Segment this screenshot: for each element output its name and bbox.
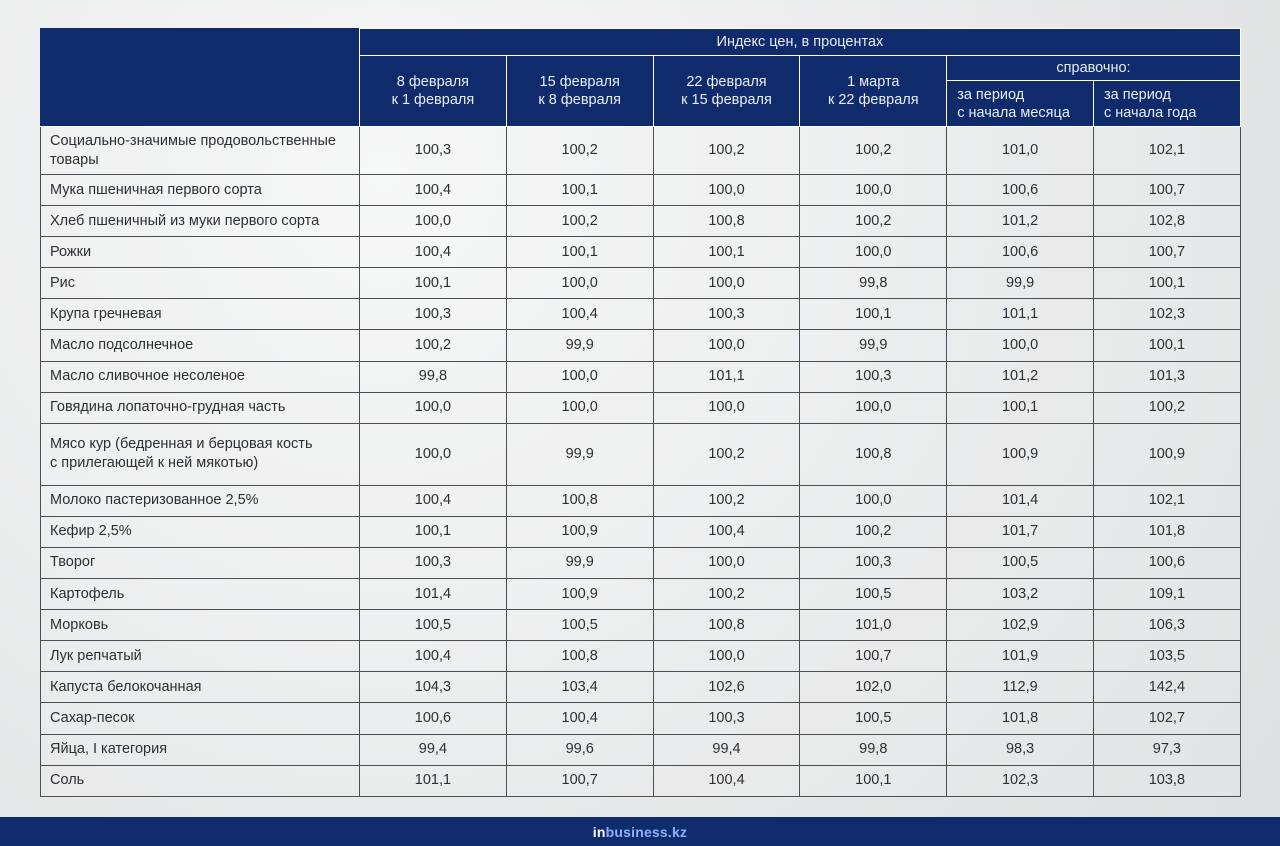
table-cell: 101,2 [947, 361, 1094, 392]
table-cell: 102,6 [653, 672, 800, 703]
col-header-4-line2: к 22 февраля [827, 92, 919, 108]
table-cell: 100,2 [653, 579, 800, 610]
col-header-2-line1: 15 февраля [539, 74, 620, 90]
col-header-5-line1: за период [957, 86, 1025, 103]
row-label-line: Сахар-песок [50, 709, 135, 726]
row-label [41, 423, 360, 485]
table-row [41, 175, 1241, 206]
table-cell: 102,0 [800, 672, 947, 703]
table-cell: 101,2 [947, 206, 1094, 237]
table-row [41, 127, 1241, 175]
row-label [41, 641, 360, 672]
table-cell: 101,1 [360, 765, 507, 796]
table-cell: 100,9 [506, 516, 653, 547]
table-body [41, 127, 1241, 797]
table-cell: 100,4 [360, 641, 507, 672]
table-cell: 100,1 [800, 299, 947, 330]
table-cell: 100,6 [1093, 547, 1240, 578]
table-cell: 101,4 [947, 485, 1094, 516]
table-cell: 100,2 [1093, 392, 1240, 423]
table-cell: 100,0 [800, 237, 947, 268]
row-label [41, 392, 360, 423]
table-cell: 101,1 [947, 299, 1094, 330]
row-label [41, 610, 360, 641]
table-cell: 100,0 [506, 361, 653, 392]
row-label [41, 547, 360, 578]
table-row [41, 485, 1241, 516]
table-cell: 100,2 [653, 127, 800, 175]
table-cell: 100,5 [800, 579, 947, 610]
row-label [41, 734, 360, 765]
table-cell: 106,3 [1093, 610, 1240, 641]
corner-header [41, 29, 360, 127]
table-cell: 100,1 [1093, 268, 1240, 299]
table-cell: 102,3 [947, 765, 1094, 796]
table-cell: 100,5 [360, 610, 507, 641]
table-cell: 99,8 [800, 734, 947, 765]
col-header-4-line1: 1 марта [847, 74, 900, 90]
table-row [41, 268, 1241, 299]
table-cell: 101,3 [1093, 361, 1240, 392]
logo-prefix: in [592, 823, 606, 840]
table-cell: 100,0 [653, 641, 800, 672]
table-row [41, 641, 1241, 672]
row-label-line: Капуста белокочанная [50, 678, 202, 695]
table-row [41, 672, 1241, 703]
reference-title: справочно: [947, 56, 1241, 81]
table-cell: 100,7 [1093, 237, 1240, 268]
table-cell: 100,9 [1093, 423, 1240, 485]
row-label-line: Кефир 2,5% [50, 523, 132, 540]
row-label-line: Хлеб пшеничный из муки первого сорта [50, 212, 320, 229]
row-label-line: Масло подсолнечное [50, 337, 194, 354]
row-label-line: Творог [50, 554, 96, 571]
row-label-line: Молоко пастеризованное 2,5% [50, 492, 259, 509]
table-cell: 100,5 [506, 610, 653, 641]
table-cell: 99,4 [653, 734, 800, 765]
row-label-line: Масло сливочное несоленое [50, 368, 245, 385]
table-cell: 99,9 [800, 330, 947, 361]
table-cell: 100,4 [360, 175, 507, 206]
row-label [41, 175, 360, 206]
table-cell: 101,0 [947, 127, 1094, 175]
table-cell: 100,0 [506, 268, 653, 299]
col-header-4 [800, 56, 947, 127]
row-label-line: с прилегающей к ней мякотью) [50, 455, 259, 472]
table-cell: 100,1 [800, 765, 947, 796]
table-row [41, 579, 1241, 610]
row-label-line: Рис [50, 274, 76, 291]
row-label [41, 765, 360, 796]
table-cell: 102,1 [1093, 485, 1240, 516]
table-cell: 102,8 [1093, 206, 1240, 237]
row-label [41, 237, 360, 268]
table-cell: 109,1 [1093, 579, 1240, 610]
row-label [41, 127, 360, 175]
table-cell: 100,1 [1093, 330, 1240, 361]
table-cell: 100,0 [360, 423, 507, 485]
table-cell: 100,8 [800, 423, 947, 485]
row-label [41, 672, 360, 703]
table-row [41, 516, 1241, 547]
table-cell: 99,9 [506, 423, 653, 485]
row-label [41, 485, 360, 516]
row-label-line: Морковь [50, 616, 109, 633]
row-label [41, 268, 360, 299]
table-row [41, 765, 1241, 796]
row-label [41, 579, 360, 610]
table-cell: 100,7 [1093, 175, 1240, 206]
row-label [41, 703, 360, 734]
table-row [41, 361, 1241, 392]
col-header-2-line2: к 8 февраля [538, 92, 621, 108]
table-cell: 101,7 [947, 516, 1094, 547]
table-cell: 100,4 [360, 485, 507, 516]
price-index-table [40, 28, 1241, 797]
table-cell: 99,4 [360, 734, 507, 765]
table-cell: 100,1 [506, 237, 653, 268]
row-label [41, 516, 360, 547]
table-cell: 103,4 [506, 672, 653, 703]
table-cell: 99,8 [800, 268, 947, 299]
table-cell: 102,1 [1093, 127, 1240, 175]
table-cell: 100,0 [506, 392, 653, 423]
table-cell: 100,6 [947, 237, 1094, 268]
table-cell: 100,9 [947, 423, 1094, 485]
col-header-5 [947, 81, 1094, 127]
table-cell: 100,1 [653, 237, 800, 268]
site-logo [593, 824, 687, 840]
table-cell: 101,1 [653, 361, 800, 392]
row-label [41, 330, 360, 361]
row-label-line: Крупа гречневая [50, 305, 162, 322]
table-cell: 100,3 [653, 703, 800, 734]
table-cell: 100,0 [360, 206, 507, 237]
table-cell: 100,2 [653, 423, 800, 485]
table-cell: 100,5 [800, 703, 947, 734]
col-header-6-line1: за период [1103, 86, 1172, 103]
table-cell: 100,4 [360, 237, 507, 268]
table-cell: 100,8 [506, 641, 653, 672]
row-label-line: Мука пшеничная первого сорта [50, 181, 262, 198]
col-header-1 [360, 56, 507, 127]
table-row [41, 237, 1241, 268]
table-row [41, 299, 1241, 330]
table-cell: 100,8 [506, 485, 653, 516]
table-row [41, 206, 1241, 237]
table-cell: 99,8 [360, 361, 507, 392]
row-label-line: Лук репчатый [50, 647, 142, 664]
table-cell: 100,0 [360, 392, 507, 423]
group-title: Индекс цен, в процентах [360, 29, 1241, 56]
table-cell: 100,5 [947, 547, 1094, 578]
table-cell: 100,2 [800, 206, 947, 237]
table-row [41, 703, 1241, 734]
table-cell: 100,6 [947, 175, 1094, 206]
row-label [41, 361, 360, 392]
table-cell: 100,0 [800, 175, 947, 206]
col-header-5-line2: с начала месяца [957, 104, 1070, 121]
table-cell: 101,8 [947, 703, 1094, 734]
row-label-line: Яйца, I категория [50, 741, 168, 758]
col-header-3-line1: 22 февраля [686, 74, 767, 90]
table-cell: 100,4 [506, 703, 653, 734]
footer-bar [0, 817, 1280, 846]
table-cell: 100,2 [800, 127, 947, 175]
col-header-3-line2: к 15 февраля [681, 92, 772, 108]
table-row [41, 734, 1241, 765]
table-cell: 103,8 [1093, 765, 1240, 796]
table-row [41, 392, 1241, 423]
table-cell: 100,2 [360, 330, 507, 361]
table-cell: 98,3 [947, 734, 1094, 765]
table-cell: 100,1 [947, 392, 1094, 423]
table-cell: 100,3 [653, 299, 800, 330]
col-header-6 [1093, 81, 1240, 127]
row-label-line: Мясо кур (бедренная и берцовая кость [50, 436, 313, 453]
table-cell: 103,2 [947, 579, 1094, 610]
table-cell: 99,9 [506, 330, 653, 361]
table-cell: 101,4 [360, 579, 507, 610]
table-cell: 112,9 [947, 672, 1094, 703]
col-header-2 [506, 56, 653, 127]
table-cell: 100,1 [506, 175, 653, 206]
row-label [41, 299, 360, 330]
col-header-3 [653, 56, 800, 127]
table-cell: 100,0 [653, 392, 800, 423]
row-label [41, 206, 360, 237]
table-cell: 100,7 [800, 641, 947, 672]
col-header-1-line1: 8 февраля [396, 74, 470, 90]
table-cell: 100,8 [653, 610, 800, 641]
table-cell: 99,6 [506, 734, 653, 765]
table-cell: 101,0 [800, 610, 947, 641]
table-cell: 100,4 [653, 765, 800, 796]
col-header-6-line2: с начала года [1103, 104, 1197, 121]
table-cell: 102,9 [947, 610, 1094, 641]
table-cell: 97,3 [1093, 734, 1240, 765]
table-cell: 100,3 [800, 547, 947, 578]
table-cell: 142,4 [1093, 672, 1240, 703]
table-cell: 100,9 [506, 579, 653, 610]
row-label-line: Говядина лопаточно-грудная часть [50, 399, 286, 416]
table-cell: 100,0 [653, 268, 800, 299]
table-cell: 100,1 [360, 268, 507, 299]
table-cell: 100,0 [947, 330, 1094, 361]
table-cell: 100,2 [653, 485, 800, 516]
table-cell: 101,8 [1093, 516, 1240, 547]
table-cell: 100,0 [800, 485, 947, 516]
table-cell: 100,0 [653, 547, 800, 578]
table-cell: 100,3 [360, 127, 507, 175]
table-cell: 102,3 [1093, 299, 1240, 330]
table-cell: 100,1 [360, 516, 507, 547]
table-row [41, 423, 1241, 485]
table-cell: 100,0 [800, 392, 947, 423]
col-header-1-line2: к 1 февраля [391, 92, 475, 108]
table-cell: 100,0 [653, 175, 800, 206]
table-cell: 99,9 [947, 268, 1094, 299]
table-cell: 100,3 [360, 299, 507, 330]
table-cell: 104,3 [360, 672, 507, 703]
table-cell: 100,2 [506, 127, 653, 175]
table-cell: 103,5 [1093, 641, 1240, 672]
table-cell: 102,7 [1093, 703, 1240, 734]
table-cell: 100,4 [506, 299, 653, 330]
table-cell: 100,2 [506, 206, 653, 237]
table-cell: 100,3 [800, 361, 947, 392]
row-label-line: Картофель [50, 585, 125, 602]
row-label-line: Социально-значимые продовольственные [50, 132, 336, 149]
table-cell: 100,7 [506, 765, 653, 796]
table-cell: 99,9 [506, 547, 653, 578]
row-label-line: Соль [50, 772, 85, 789]
table-row [41, 610, 1241, 641]
table-cell: 100,2 [800, 516, 947, 547]
table-cell: 100,8 [653, 206, 800, 237]
table-cell: 100,6 [360, 703, 507, 734]
table-cell: 101,9 [947, 641, 1094, 672]
table-row [41, 547, 1241, 578]
table-cell: 100,4 [653, 516, 800, 547]
table-row [41, 330, 1241, 361]
row-label-line: Рожки [50, 243, 92, 260]
row-label-line: товары [50, 151, 99, 168]
table-cell: 100,3 [360, 547, 507, 578]
logo-rest: business.kz [605, 823, 688, 840]
table-cell: 100,0 [653, 330, 800, 361]
